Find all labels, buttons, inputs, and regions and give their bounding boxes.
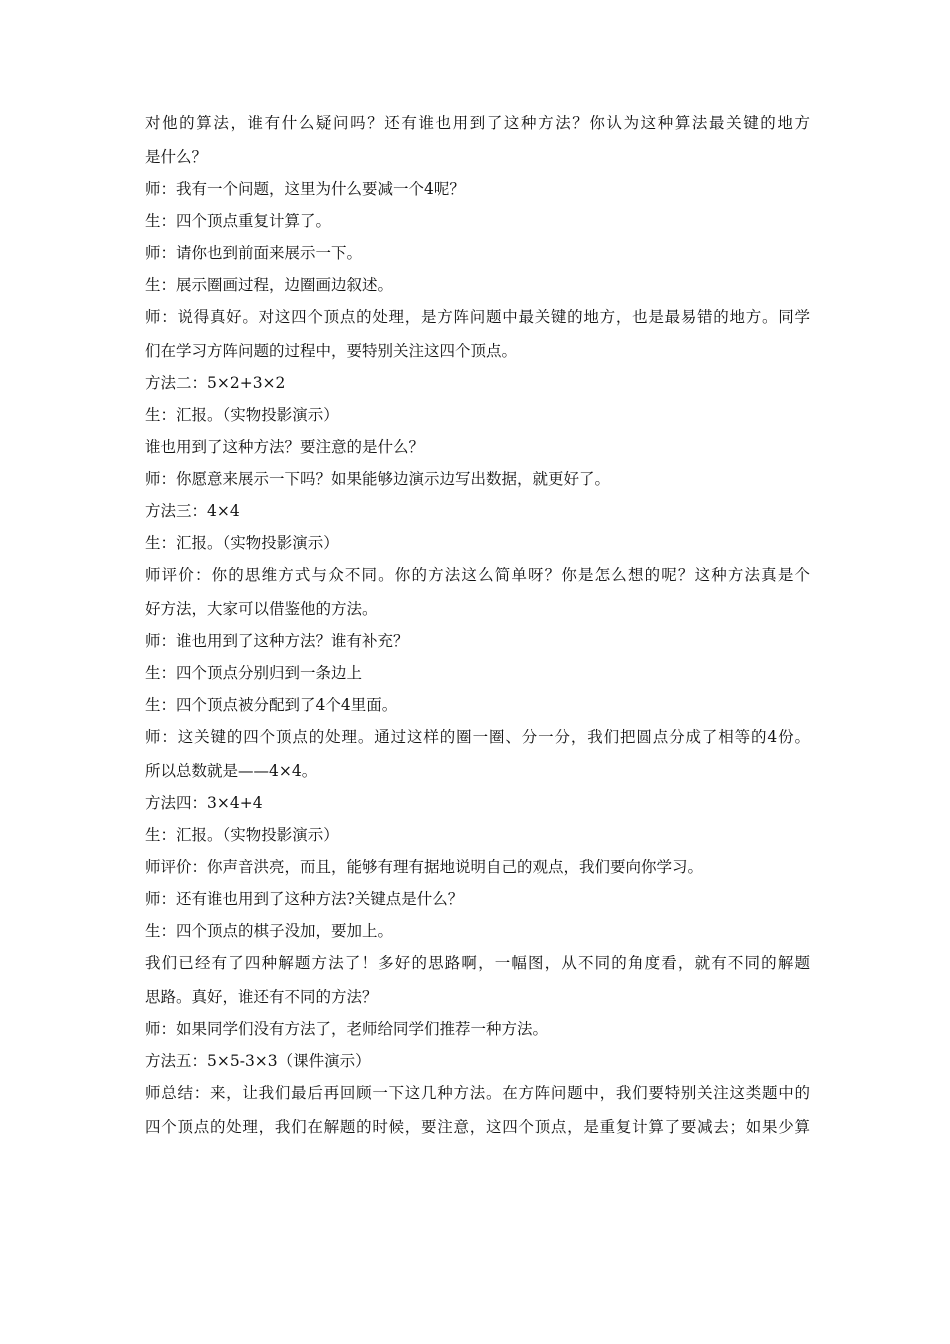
- paragraph-line: 思路。真好，谁还有不同的方法？: [145, 988, 378, 1006]
- paragraph-line: 生：汇报。（实物投影演示）: [145, 406, 339, 424]
- paragraph-line: 师：还有谁也用到了这种方法?关键点是什么？: [145, 890, 464, 908]
- paragraph-line: 是什么？: [145, 148, 208, 166]
- paragraph-line: 师：这关键的四个顶点的处理。通过这样的圈一圈、分一分，我们把圆点分成了相等的4份。: [145, 728, 810, 746]
- paragraph-line: 好方法，大家可以借鉴他的方法。: [145, 600, 378, 618]
- paragraph-line: 方法四：3×4+4: [145, 794, 263, 812]
- paragraph-line: 师：我有一个问题，这里为什么要减一个4呢？: [145, 180, 465, 198]
- paragraph-line: 师：如果同学们没有方法了，老师给同学们推荐一种方法。: [145, 1020, 549, 1038]
- paragraph-line: 所以总数就是——4×4。: [145, 762, 318, 780]
- paragraph-line: 四个顶点的处理，我们在解题的时候，要注意，这四个顶点，是重复计算了要减去；如果少算: [145, 1118, 810, 1136]
- paragraph-line: 生：汇报。（实物投影演示）: [145, 826, 339, 844]
- paragraph-line: 方法三：4×4: [145, 502, 240, 520]
- paragraph-line: 谁也用到了这种方法？要注意的是什么？: [145, 438, 425, 456]
- paragraph-line: 师：请你也到前面来展示一下。: [145, 244, 363, 262]
- paragraph-line: 生：四个顶点被分配到了4个4里面。: [145, 696, 398, 714]
- paragraph-line: 方法五：5×5-3×3（课件演示）: [145, 1052, 371, 1070]
- paragraph-line: 们在学习方阵问题的过程中，要特别关注这四个顶点。: [145, 342, 518, 360]
- paragraph-line: 师：谁也用到了这种方法？谁有补充？: [145, 632, 409, 650]
- paragraph-line: 师评价：你声音洪亮，而且，能够有理有据地说明自己的观点，我们要向你学习。: [145, 858, 704, 876]
- paragraph-line: 师：说得真好。对这四个顶点的处理，是方阵问题中最关键的地方，也是最易错的地方。同学: [145, 308, 810, 326]
- paragraph-line: 师评价：你的思维方式与众不同。你的方法这么简单呀？你是怎么想的呢？这种方法真是个: [145, 566, 810, 584]
- paragraph-line: 生：四个顶点的棋子没加，要加上。: [145, 922, 394, 940]
- paragraph-line: 师总结：来，让我们最后再回顾一下这几种方法。在方阵问题中，我们要特别关注这类题中的: [145, 1084, 810, 1102]
- paragraph-line: 我们已经有了四种解题方法了！多好的思路啊，一幅图，从不同的角度看，就有不同的解题: [145, 954, 810, 972]
- paragraph-line: 生：汇报。（实物投影演示）: [145, 534, 339, 552]
- paragraph-line: 生：四个顶点重复计算了。: [145, 212, 332, 230]
- paragraph-line: 生：展示圈画过程，边圈画边叙述。: [145, 276, 394, 294]
- paragraph-line: 方法二：5×2+3×2: [145, 374, 286, 392]
- paragraph-line: 生：四个顶点分别归到一条边上: [145, 664, 363, 682]
- document-body: [145, 112, 810, 1138]
- paragraph-line: 师：你愿意来展示一下吗？如果能够边演示边写出数据，就更好了。: [145, 470, 611, 488]
- paragraph-line: 对他的算法，谁有什么疑问吗？还有谁也用到了这种方法？你认为这种算法最关键的地方: [145, 114, 810, 132]
